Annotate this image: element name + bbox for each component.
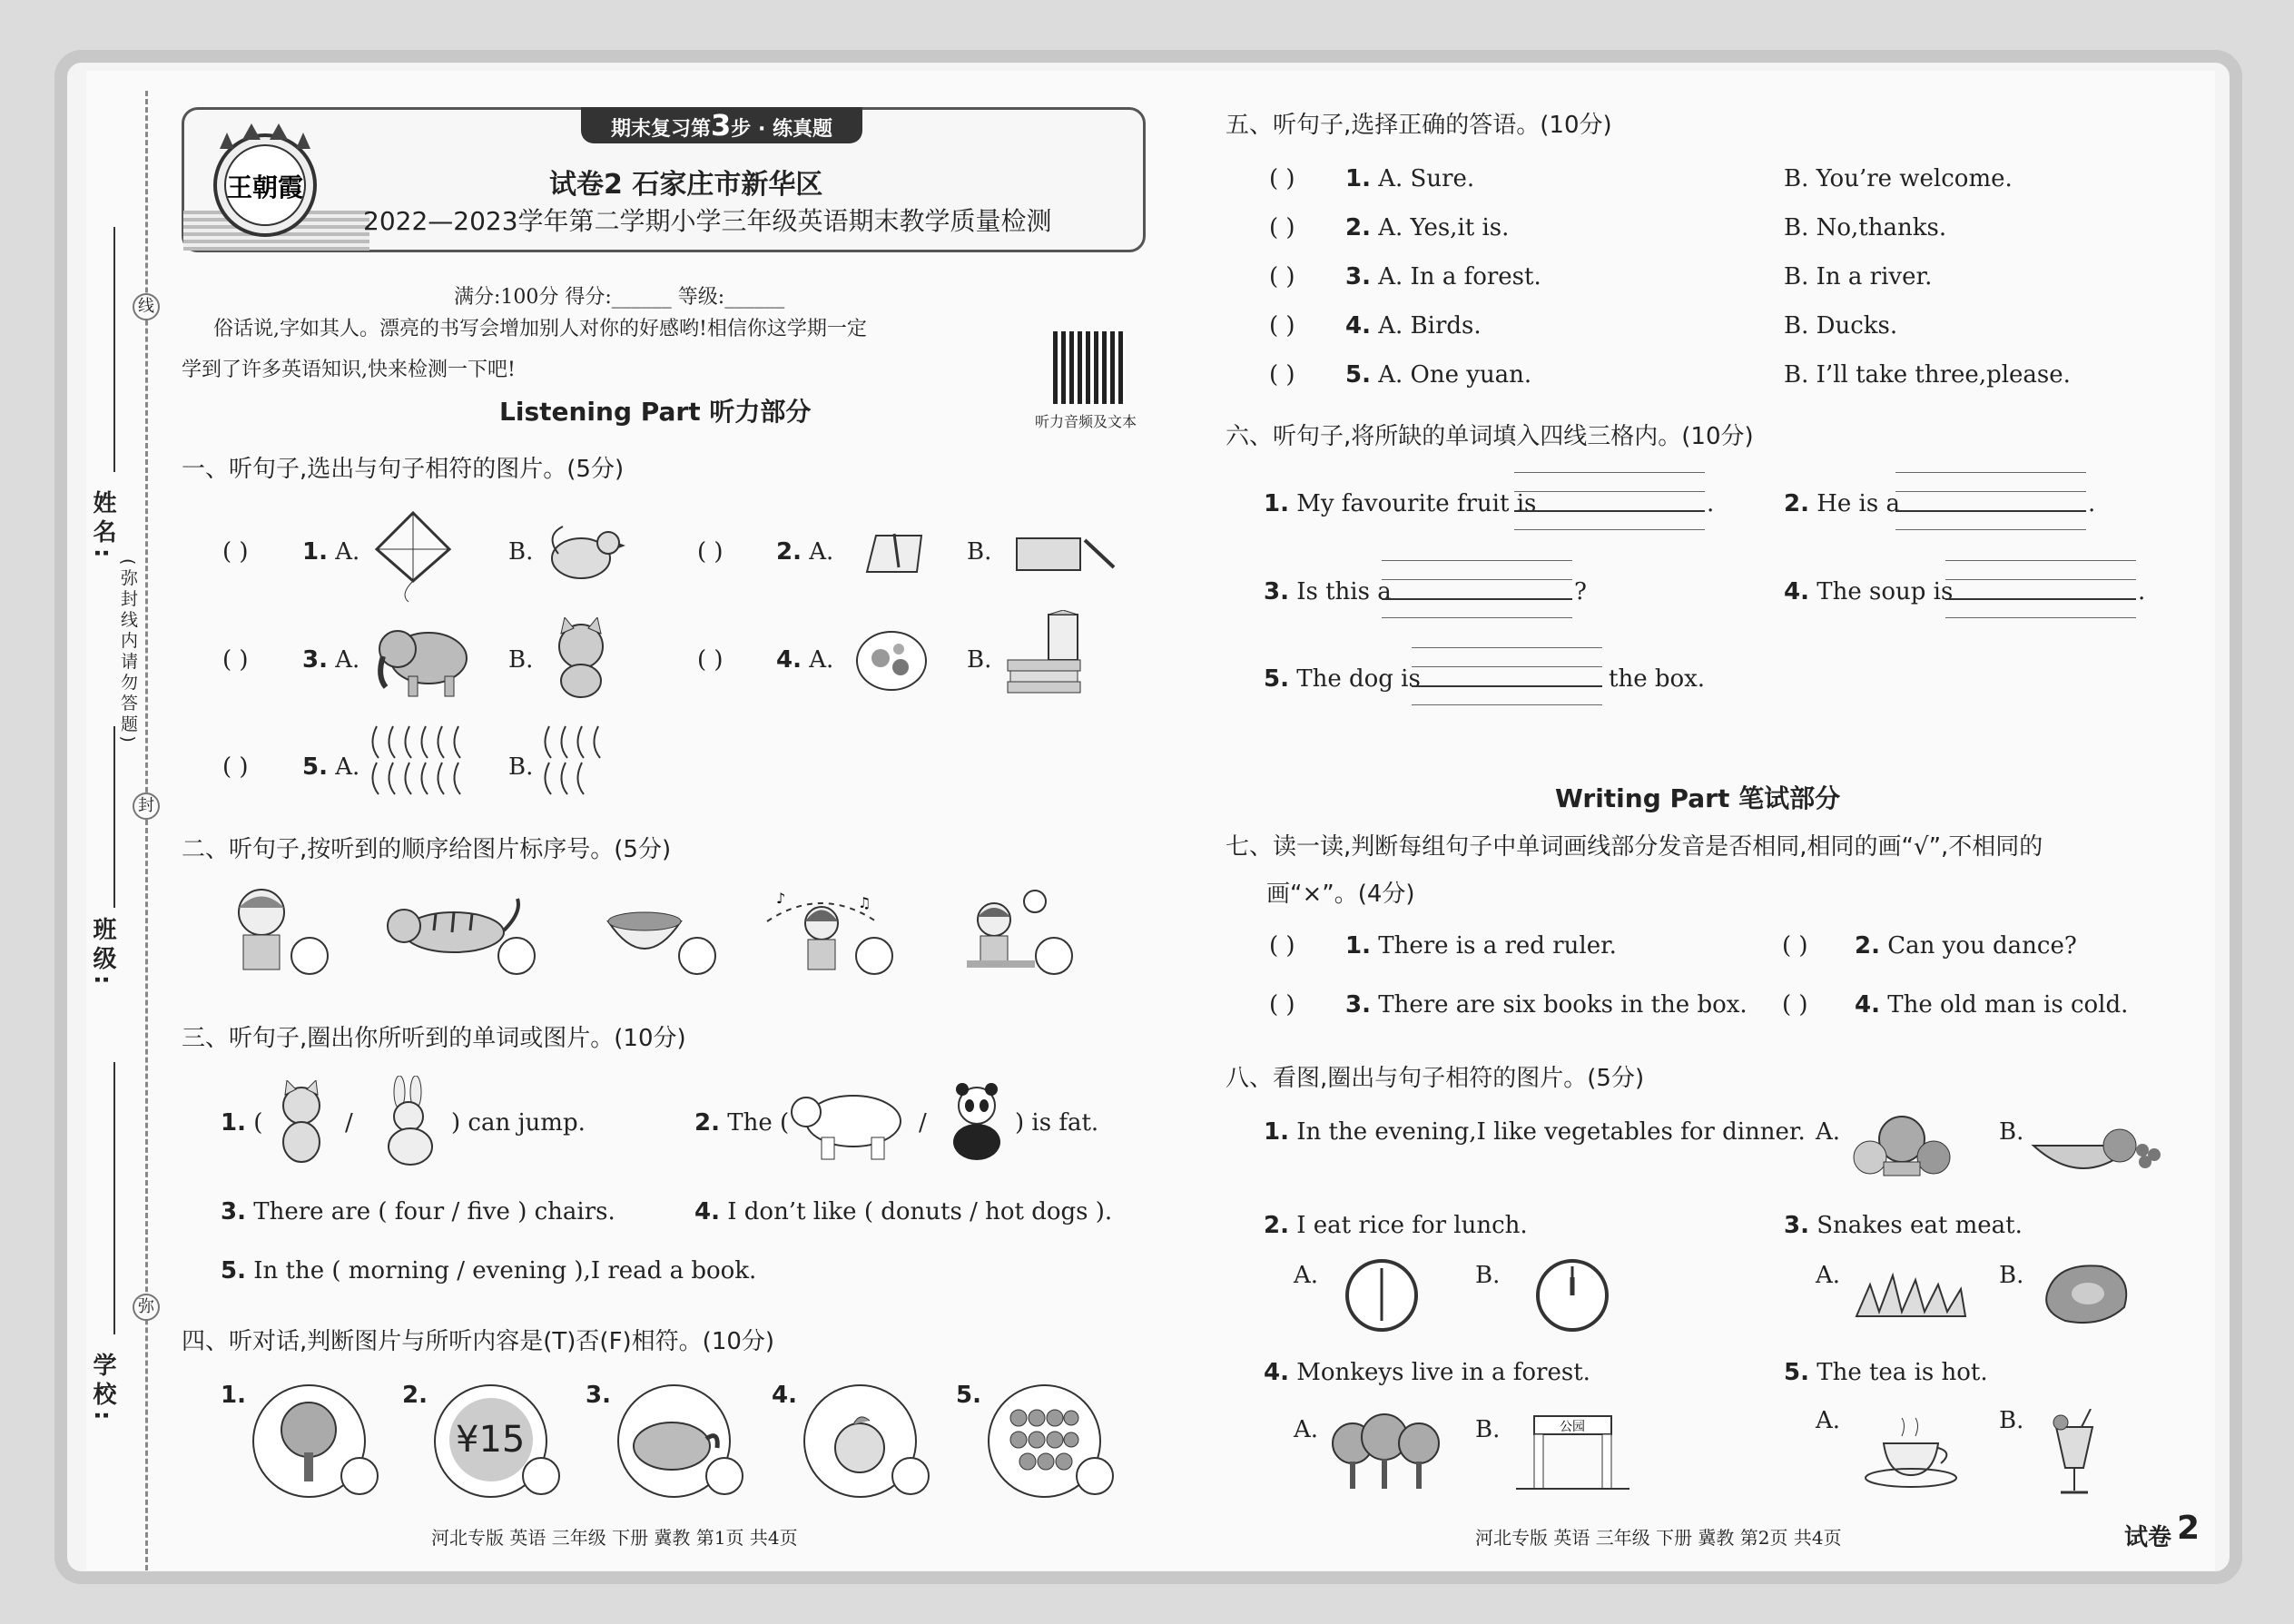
order-circle[interactable]: [497, 937, 536, 975]
q7-1-text: There is a red ruler.: [1378, 932, 1617, 960]
price-label: ¥15: [456, 1419, 526, 1461]
polar-bear-option-icon[interactable]: [790, 1083, 908, 1160]
tf-answer-circle[interactable]: [891, 1457, 930, 1495]
section-5-title: 五、听句子,选择正确的答语。(10分): [1226, 112, 1612, 139]
q1-5-a: A.: [335, 753, 360, 781]
q7-4-text: The old man is cold.: [1887, 991, 2129, 1019]
section-8-title: 八、看图,圈出与句子相符的图片。(5分): [1226, 1065, 1645, 1092]
meat-option-icon[interactable]: [2038, 1257, 2138, 1330]
q3-1-slash: /: [345, 1109, 353, 1137]
binding-mark-xian: 线: [133, 293, 160, 320]
q7-3-text: There are six books in the box.: [1378, 991, 1748, 1019]
q8-4-b: B.: [1475, 1416, 1501, 1443]
q8-3-num: 3.: [1784, 1212, 1809, 1239]
q8-4-text: Monkeys live in a forest.: [1296, 1359, 1590, 1386]
q8-2-num: 2.: [1264, 1212, 1289, 1239]
noodle-bowl-icon: [604, 899, 685, 962]
q1-5-b: B.: [508, 753, 534, 781]
score-line: 满分:100分 得分:______ 等级:______: [454, 286, 785, 309]
q6-2-dot: .: [2088, 490, 2096, 517]
svg-text:♪: ♪: [776, 890, 786, 907]
q3-2-slash: /: [919, 1109, 927, 1137]
q5-3-num: 3.: [1345, 263, 1371, 290]
clock-six-option-icon[interactable]: [1344, 1257, 1421, 1334]
q1-4-b: B.: [967, 646, 992, 674]
book-pencil-icon: [1012, 531, 1117, 576]
paper-label: 试卷: [2124, 1524, 2172, 1551]
fruits-option-icon[interactable]: [2029, 1118, 2165, 1182]
grass-option-icon[interactable]: [1852, 1266, 1970, 1321]
elephant-icon: [372, 622, 477, 699]
section-3-title: 三、听句子,圈出你所听到的单词或图片。(10分): [182, 1025, 686, 1052]
q5-4-b[interactable]: B. Ducks.: [1784, 312, 1898, 340]
svg-text:公园: 公园: [1560, 1420, 1585, 1434]
bananas-few-icon: [540, 722, 622, 799]
panda-option-icon[interactable]: [944, 1080, 1009, 1162]
q4-1-num: 1.: [221, 1382, 246, 1409]
paper-number: 2: [2177, 1510, 2200, 1547]
exam-subtitle: 2022—2023学年第二学期小学三年级英语期末教学质量检测: [363, 206, 1052, 236]
q1-5-num: 5.: [302, 753, 328, 781]
answer-paren[interactable]: ( ): [1269, 214, 1295, 241]
answer-paren[interactable]: ( ): [1782, 932, 1808, 960]
peach-icon: [826, 1412, 894, 1475]
q1-2-a: A.: [809, 538, 834, 566]
park-option-icon[interactable]: [1511, 1412, 1634, 1493]
q1-1-a: A.: [335, 538, 360, 566]
q8-2-text: I eat rice for lunch.: [1296, 1212, 1528, 1239]
q3-4-num: 4.: [694, 1198, 720, 1225]
answer-paren[interactable]: ( ): [697, 646, 724, 674]
bird-icon: [540, 517, 626, 595]
q1-3-num: 3.: [302, 646, 328, 674]
plate-food-icon: [853, 626, 930, 694]
q5-5-b[interactable]: B. I’ll take three,please.: [1784, 361, 2071, 389]
q7-2-text: Can you dance?: [1887, 932, 2077, 960]
q6-1-num: 1.: [1264, 490, 1289, 517]
cat-option-icon[interactable]: [271, 1080, 332, 1164]
q1-1-b: B.: [508, 538, 534, 566]
answer-paren[interactable]: ( ): [222, 753, 249, 781]
four-line-grid[interactable]: [1895, 472, 2086, 530]
q1-4-num: 4.: [776, 646, 802, 674]
q7-1-num: 1.: [1345, 932, 1371, 960]
q3-5-text[interactable]: In the ( morning / evening ),I read a book.: [253, 1257, 757, 1284]
rabbit-option-icon[interactable]: [372, 1076, 445, 1166]
q5-1-num: 1.: [1345, 165, 1371, 192]
q8-5-b: B.: [1999, 1407, 2024, 1434]
cat-icon: [545, 617, 617, 699]
answer-paren[interactable]: ( ): [1269, 932, 1295, 960]
tf-answer-circle[interactable]: [340, 1457, 379, 1495]
svg-text:♫: ♫: [858, 894, 871, 911]
answer-paren[interactable]: ( ): [1269, 991, 1295, 1019]
q6-5-num: 5.: [1264, 665, 1289, 693]
footer-right: 河北专版 英语 三年级 下册 冀教 第2页 共4页: [1475, 1527, 1842, 1549]
forest-option-icon[interactable]: [1330, 1412, 1443, 1493]
q8-5-a: A.: [1816, 1407, 1841, 1434]
q6-1-dot: .: [1707, 490, 1715, 517]
name-blank-line[interactable]: [113, 227, 115, 472]
q4-3-num: 3.: [586, 1382, 611, 1409]
four-line-grid[interactable]: [1945, 560, 2136, 618]
order-circle[interactable]: [855, 937, 893, 975]
q6-5-pre: The dog is: [1296, 665, 1421, 693]
section-1-title: 一、听句子,选出与句子相符的图片。(5分): [182, 456, 625, 483]
q5-4-a[interactable]: A. Birds.: [1378, 312, 1482, 340]
q8-1-b: B.: [1999, 1118, 2024, 1146]
order-circle[interactable]: [290, 937, 329, 975]
four-line-grid[interactable]: [1382, 560, 1572, 618]
writing-part-title: Writing Part 笔试部分: [1555, 783, 1841, 813]
header-tab: 期末复习第3步 · 练真题: [581, 107, 862, 143]
q3-1-tail: ) can jump.: [451, 1109, 586, 1137]
q8-3-a: A.: [1816, 1262, 1841, 1289]
order-circle[interactable]: [1035, 937, 1073, 975]
q1-3-b: B.: [508, 646, 534, 674]
answer-paren[interactable]: ( ): [1782, 991, 1808, 1019]
answer-paren[interactable]: ( ): [222, 646, 249, 674]
tf-answer-circle[interactable]: [1076, 1457, 1114, 1495]
q1-1-num: 1.: [302, 538, 328, 566]
answer-paren[interactable]: ( ): [697, 538, 724, 566]
q6-4-text: The soup is: [1816, 578, 1954, 605]
cold-drink-option-icon[interactable]: [2047, 1409, 2102, 1500]
q1-4-a: A.: [809, 646, 834, 674]
order-circle[interactable]: [678, 937, 716, 975]
q8-1-a: A.: [1816, 1118, 1841, 1146]
q4-2-num: 2.: [402, 1382, 428, 1409]
svg-text:王朝霞: 王朝霞: [226, 172, 304, 202]
q6-4-num: 4.: [1784, 578, 1809, 605]
q3-2-num: 2.: [694, 1109, 720, 1137]
intro-line-1: 俗话说,字如其人。漂亮的书写会增加别人对你的好感哟!相信你这学期一定: [213, 318, 867, 340]
q5-5-a[interactable]: A. One yuan.: [1378, 361, 1532, 389]
q6-3-text: Is this a: [1296, 578, 1392, 605]
q8-3-b: B.: [1999, 1262, 2024, 1289]
four-line-grid[interactable]: [1412, 647, 1602, 705]
q7-4-num: 4.: [1855, 991, 1880, 1019]
q6-2-text: He is a: [1816, 490, 1900, 517]
q5-2-b[interactable]: B. No,thanks.: [1784, 214, 1947, 241]
q4-4-num: 4.: [772, 1382, 797, 1409]
answer-paren[interactable]: ( ): [222, 538, 249, 566]
q6-3-num: 3.: [1264, 578, 1289, 605]
section-6-title: 六、听句子,将所缺的单词填入四线三格内。(10分): [1226, 423, 1754, 450]
answer-paren[interactable]: ( ): [1269, 361, 1295, 389]
hot-tea-option-icon[interactable]: [1861, 1416, 1961, 1489]
q7-3-num: 3.: [1345, 991, 1371, 1019]
q8-3-text: Snakes eat meat.: [1816, 1212, 2023, 1239]
q8-5-num: 5.: [1784, 1359, 1809, 1386]
intro-line-2: 学到了许多英语知识,快来检测一下吧!: [182, 359, 516, 381]
notebook-pen-icon: [862, 531, 926, 576]
tomatoes-icon: [1008, 1407, 1080, 1475]
q3-2-tail: ) is fat.: [1015, 1109, 1099, 1137]
tf-answer-circle[interactable]: [522, 1457, 560, 1495]
q1-2-b: B.: [967, 538, 992, 566]
q7-2-num: 2.: [1855, 932, 1880, 960]
q5-1-a[interactable]: A. Sure.: [1378, 165, 1475, 192]
q4-5-num: 5.: [956, 1382, 981, 1409]
binding-note: (弥封线内请勿答题): [118, 558, 138, 746]
q1-3-a: A.: [335, 646, 360, 674]
q3-3-text[interactable]: There are ( four / five ) chairs.: [253, 1198, 615, 1225]
q5-5-num: 5.: [1345, 361, 1371, 389]
binding-mark-mi: 弥: [133, 1294, 160, 1321]
q6-5-post: the box.: [1609, 665, 1706, 693]
q6-4-dot: .: [2138, 578, 2146, 605]
clock-twelve-option-icon[interactable]: [1534, 1257, 1611, 1334]
q6-2-num: 2.: [1784, 490, 1809, 517]
q5-2-num: 2.: [1345, 214, 1371, 241]
qr-code-icon[interactable]: [1053, 331, 1126, 404]
section-7-title-line2: 画“×”。(4分): [1266, 881, 1415, 908]
boy-eating-icon: [227, 885, 300, 971]
q3-1-open: (: [253, 1109, 263, 1137]
q5-1-b[interactable]: B. You’re welcome.: [1784, 165, 2013, 192]
bananas-many-icon: [368, 722, 481, 799]
tf-answer-circle[interactable]: [705, 1457, 743, 1495]
tree-icon: [275, 1398, 343, 1484]
q8-4-a: A.: [1294, 1416, 1319, 1443]
q3-4-text[interactable]: I don’t like ( donuts / hot dogs ).: [727, 1198, 1113, 1225]
vegetables-option-icon[interactable]: [1847, 1112, 1956, 1180]
q5-4-num: 4.: [1345, 312, 1371, 340]
q5-2-a[interactable]: A. Yes,it is.: [1378, 214, 1510, 241]
name-label: 姓名:: [89, 490, 116, 564]
kite-icon: [372, 508, 454, 604]
section-4-title: 四、听对话,判断图片与所听内容是(T)否(F)相符。(10分): [182, 1328, 775, 1355]
q5-3-a[interactable]: A. In a forest.: [1378, 263, 1541, 290]
section-7-title-line1: 七、读一读,判断每组句子中单词画线部分发音是否相同,相同的画“√”,不相同的: [1226, 833, 2043, 861]
q1-2-num: 2.: [776, 538, 802, 566]
q8-1-text: In the evening,I like vegetables for dinner.: [1296, 1118, 1806, 1146]
footer-left: 河北专版 英语 三年级 下册 冀教 第1页 共4页: [431, 1527, 798, 1549]
q6-3-qmark: ?: [1574, 578, 1587, 605]
q3-3-num: 3.: [221, 1198, 246, 1225]
school-blank-line[interactable]: [113, 1062, 115, 1334]
section-2-title: 二、听句子,按听到的顺序给图片标序号。(5分): [182, 836, 672, 863]
listening-part-title: Listening Part 听力部分: [499, 397, 812, 427]
q8-5-text: The tea is hot.: [1816, 1359, 1988, 1386]
four-line-grid[interactable]: [1514, 472, 1705, 530]
q3-1-num: 1.: [221, 1109, 246, 1137]
answer-paren[interactable]: ( ): [1269, 312, 1295, 340]
milk-bread-icon: [1003, 610, 1089, 696]
publisher-logo-icon: [202, 123, 329, 241]
q3-2-pre: The (: [727, 1109, 790, 1137]
qr-caption: 听力音频及文本: [1035, 413, 1137, 430]
q8-2-b: B.: [1475, 1262, 1501, 1289]
q6-1-text: My favourite fruit is: [1296, 490, 1537, 517]
q8-4-num: 4.: [1264, 1359, 1289, 1386]
answer-paren[interactable]: ( ): [1269, 165, 1295, 192]
exam-title: 试卷2 石家庄市新华区: [549, 169, 823, 201]
q8-1-num: 1.: [1264, 1118, 1289, 1146]
binding-mark-feng: 封: [133, 792, 160, 820]
q3-5-num: 5.: [221, 1257, 246, 1284]
class-label: 班级:: [89, 917, 116, 990]
q8-2-a: A.: [1294, 1262, 1319, 1289]
answer-paren[interactable]: ( ): [1269, 263, 1295, 290]
school-label: 学校:: [89, 1353, 116, 1426]
class-blank-line[interactable]: [113, 726, 115, 908]
q5-3-b[interactable]: B. In a river.: [1784, 263, 1933, 290]
